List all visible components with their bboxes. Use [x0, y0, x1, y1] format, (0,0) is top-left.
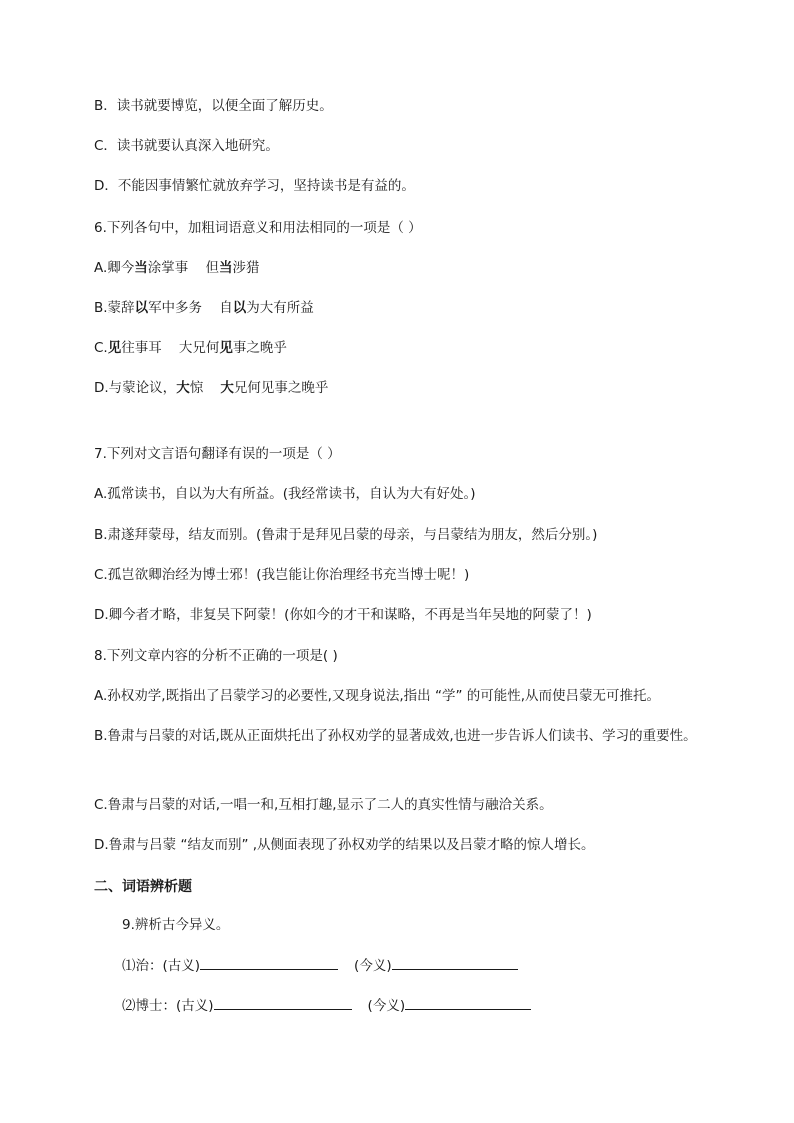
answer-blank-modern[interactable]	[392, 955, 518, 970]
bold-word: 大	[220, 380, 234, 396]
q6-option-b: B.蒙辞以军中多务 自以为大有所益	[94, 300, 314, 316]
bold-word: 以	[134, 300, 149, 316]
q8-option-c: C.鲁肃与吕蒙的对话,一唱一和,互相打趣,显示了二人的真实性情与融洽关系。	[94, 797, 553, 813]
answer-blank-ancient[interactable]	[200, 955, 338, 970]
bold-word: 见	[107, 340, 122, 356]
q9-stem: 9.辨析古今异义。	[122, 917, 230, 933]
section-title: 二、词语辨析题	[94, 879, 192, 895]
answer-blank-modern[interactable]	[405, 995, 531, 1010]
q9-item-2: ⑵博士：(古义) (今义)	[122, 995, 547, 1016]
q6-option-a: A.卿今当涂掌事 但当涉猎	[94, 260, 260, 276]
q7-option-c: C.孤岂欲卿治经为博士邪！(我岂能让你治理经书充当博士呢！)	[94, 567, 470, 583]
q6-option-c: C.见往事耳 大兄何见事之晚乎	[94, 340, 287, 356]
q8-option-b: B.鲁肃与吕蒙的对话,既从正面烘托出了孙权劝学的显著成效,也进一步告诉人们读书、学习的重要性。	[94, 728, 697, 744]
q5-option-c: C．读书就要认真深入地研究。	[94, 138, 279, 154]
q7-option-d: D.卿今者才略，非复吴下阿蒙！(你如今的才干和谋略，不再是当年吴地的阿蒙了！)	[94, 607, 592, 623]
q7-option-b: B.肃遂拜蒙母，结友而别。(鲁肃于是拜见吕蒙的母亲，与吕蒙结为朋友，然后分别。)	[94, 527, 598, 543]
q8-stem: 8.下列文章内容的分析不正确的一项是( )	[94, 648, 338, 664]
q6-option-d: D.与蒙论议，大惊 大兄何见事之晚乎	[94, 380, 329, 396]
q5-option-d: D．不能因事情繁忙就放弃学习，坚持读书是有益的。	[94, 178, 415, 194]
bold-word: 当	[218, 260, 233, 276]
q5-option-b: B．读书就要博览，以便全面了解历史。	[94, 98, 333, 114]
q9-item-1: ⑴治：(古义) (今义)	[122, 955, 534, 976]
answer-blank-ancient[interactable]	[214, 995, 352, 1010]
q8-option-a: A.孙权劝学,既指出了吕蒙学习的必要性,又现身说法,指出 “学” 的可能性,从而使吕蒙无可推托。	[94, 688, 661, 704]
bold-word: 当	[134, 260, 148, 276]
q7-stem: 7.下列对文言语句翻译有误的一项是（ ）	[94, 446, 341, 462]
q6-stem: 6.下列各句中，加粗词语意义和用法相同的一项是（ ）	[94, 220, 422, 236]
q8-option-d: D.鲁肃与吕蒙 “结友而别” ,从侧面表现了孙权劝学的结果以及吕蒙才略的惊人增长。	[94, 837, 595, 853]
bold-word: 见	[219, 340, 233, 356]
bold-word: 以	[232, 300, 247, 316]
bold-word: 大	[176, 380, 190, 396]
q7-option-a: A.孤常读书，自以为大有所益。(我经常读书，自认为大有好处。)	[94, 486, 476, 502]
